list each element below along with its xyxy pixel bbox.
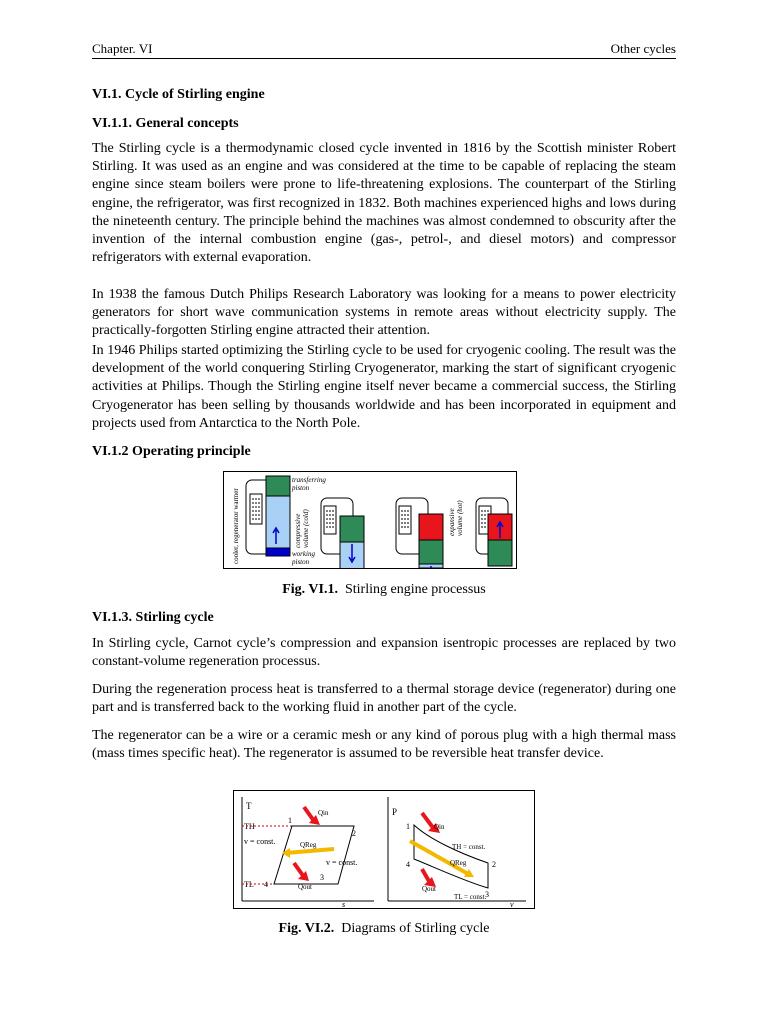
ts-pv-diagrams	[234, 791, 534, 908]
figure-stirling-engine	[223, 471, 517, 569]
engine-stage-1	[246, 476, 290, 556]
pv-qin: Qin	[434, 823, 445, 831]
section-label: Other cycles	[610, 41, 676, 56]
fig2-text: Diagrams of Stirling cycle	[341, 921, 490, 936]
pv-qreg: QReg	[450, 859, 467, 867]
pv-point-4: 4	[406, 860, 410, 869]
paragraph-5: During the regeneration process heat is transferred to a thermal storage device (regenerator) during one part and is transferred back to the working fluid in another part of the cycle.	[92, 682, 676, 716]
ts-th: TH	[244, 822, 255, 831]
label-transferring: transferring	[292, 476, 326, 484]
pv-qout: Qout	[422, 885, 436, 893]
figure-stirling-diagrams	[233, 790, 535, 909]
figure-caption-1	[92, 581, 676, 599]
ts-tl: TL	[244, 880, 254, 889]
ts-qout: Qout	[298, 883, 312, 891]
chapter-label: Chapter. VI	[92, 41, 153, 56]
section-title-1-2: VI.1.2 Operating principle	[92, 444, 251, 459]
engine-stage-4	[476, 498, 512, 566]
figure-caption-2	[92, 920, 676, 938]
pv-point-3: 3	[485, 890, 489, 899]
ts-point-2: 2	[352, 829, 356, 838]
section-title-1-1: VI.1.1. General concepts	[92, 116, 239, 131]
pv-tl-const: TL = const.	[454, 893, 487, 901]
ts-axis-t: T	[246, 801, 252, 811]
pv-point-2: 2	[492, 860, 496, 869]
label-compressive: compressive	[294, 513, 302, 548]
paragraph-3: In 1946 Philips started optimizing the Stirling cycle to be used for cryogenic cooling. The result was the development of the world conquering Stirling Cryogenerator, marking the start of significant cryogenic activities at Philips. Though the Stirling engine itself never became a commercial success, the Stirling Cryogenerator has been selling by thousands worldwide and has been incorporated in equipment and projects used from Antarctica to the North Pole.	[92, 343, 676, 431]
pv-axis-p: P	[392, 807, 398, 817]
engine-stage-3	[396, 498, 443, 568]
ts-qin: Qin	[318, 809, 329, 817]
ts-point-4: 4	[264, 880, 268, 889]
pv-axis-v: v	[510, 900, 514, 908]
section-title-1-3: VI.1.3. Stirling cycle	[92, 610, 214, 625]
label-piston: piston	[292, 484, 310, 492]
paragraph-2: In 1938 the famous Dutch Philips Research Laboratory was looking for a means to power electricity generators for short wave communication systems in remote areas without electricity supply. The practically-forgotten Stirling engine attracted their attention.	[92, 287, 676, 339]
ts-qreg: QReg	[300, 841, 317, 849]
pv-th-const: TH = const.	[452, 843, 486, 851]
ts-point-1: 1	[288, 816, 292, 825]
label-piston-2: piston	[292, 558, 310, 566]
paragraph-6: The regenerator can be a wire or a ceramic mesh or any kind of porous plug with a high thermal mass (mass times specific heat). The regenerator is assumed to be reversible heat transfer device.	[92, 728, 676, 762]
ts-point-3: 3	[320, 873, 324, 882]
stirling-engine-diagram	[224, 472, 516, 568]
page-header	[92, 40, 676, 59]
label-expansive: expansive	[448, 508, 456, 536]
label-cooler: cooler, regenerator warmer	[232, 488, 240, 564]
label-volume-hot: volume (hot)	[456, 500, 464, 536]
fig1-text: Stirling engine processus	[344, 582, 486, 597]
ts-diagram	[242, 797, 374, 908]
paragraph-4: In Stirling cycle, Carnot cycle’s compression and expansion isentropic processes are replaced by two constant-volume regeneration processus.	[92, 636, 676, 670]
section-title-1: VI.1. Cycle of Stirling engine	[92, 87, 265, 102]
pv-diagram	[388, 797, 526, 908]
label-working: working	[292, 550, 315, 558]
paragraph-1: The Stirling cycle is a thermodynamic closed cycle invented in 1816 by the Scottish minister Robert Stirling. It was used as an engine and was considered at the time to be capable of replacing the steam engine since steam boilers were prone to life-threatening explosions. The counterpart of the Stirling engine, the refrigerator, was first recognized in 1832. Both machines experienced highs and lows during the nineteenth century. The principle behind the machines was almost condemned to obscurity after the invention of the internal combustion engine (gas-, petrol-, and diesel motors) and compressor refrigerators with external evaporation.	[92, 141, 676, 266]
ts-axis-s: s	[342, 900, 346, 908]
label-volume-cold: volume (cold)	[302, 509, 310, 548]
engine-stage-2	[321, 498, 364, 568]
page	[92, 40, 676, 936]
ts-v-const-left: v = const.	[244, 837, 276, 846]
ts-v-const-right: v = const.	[326, 858, 358, 867]
fig2-label: Fig. VI.2.	[278, 921, 335, 936]
fig1-label: Fig. VI.1.	[282, 582, 338, 597]
pv-point-1: 1	[406, 822, 410, 831]
